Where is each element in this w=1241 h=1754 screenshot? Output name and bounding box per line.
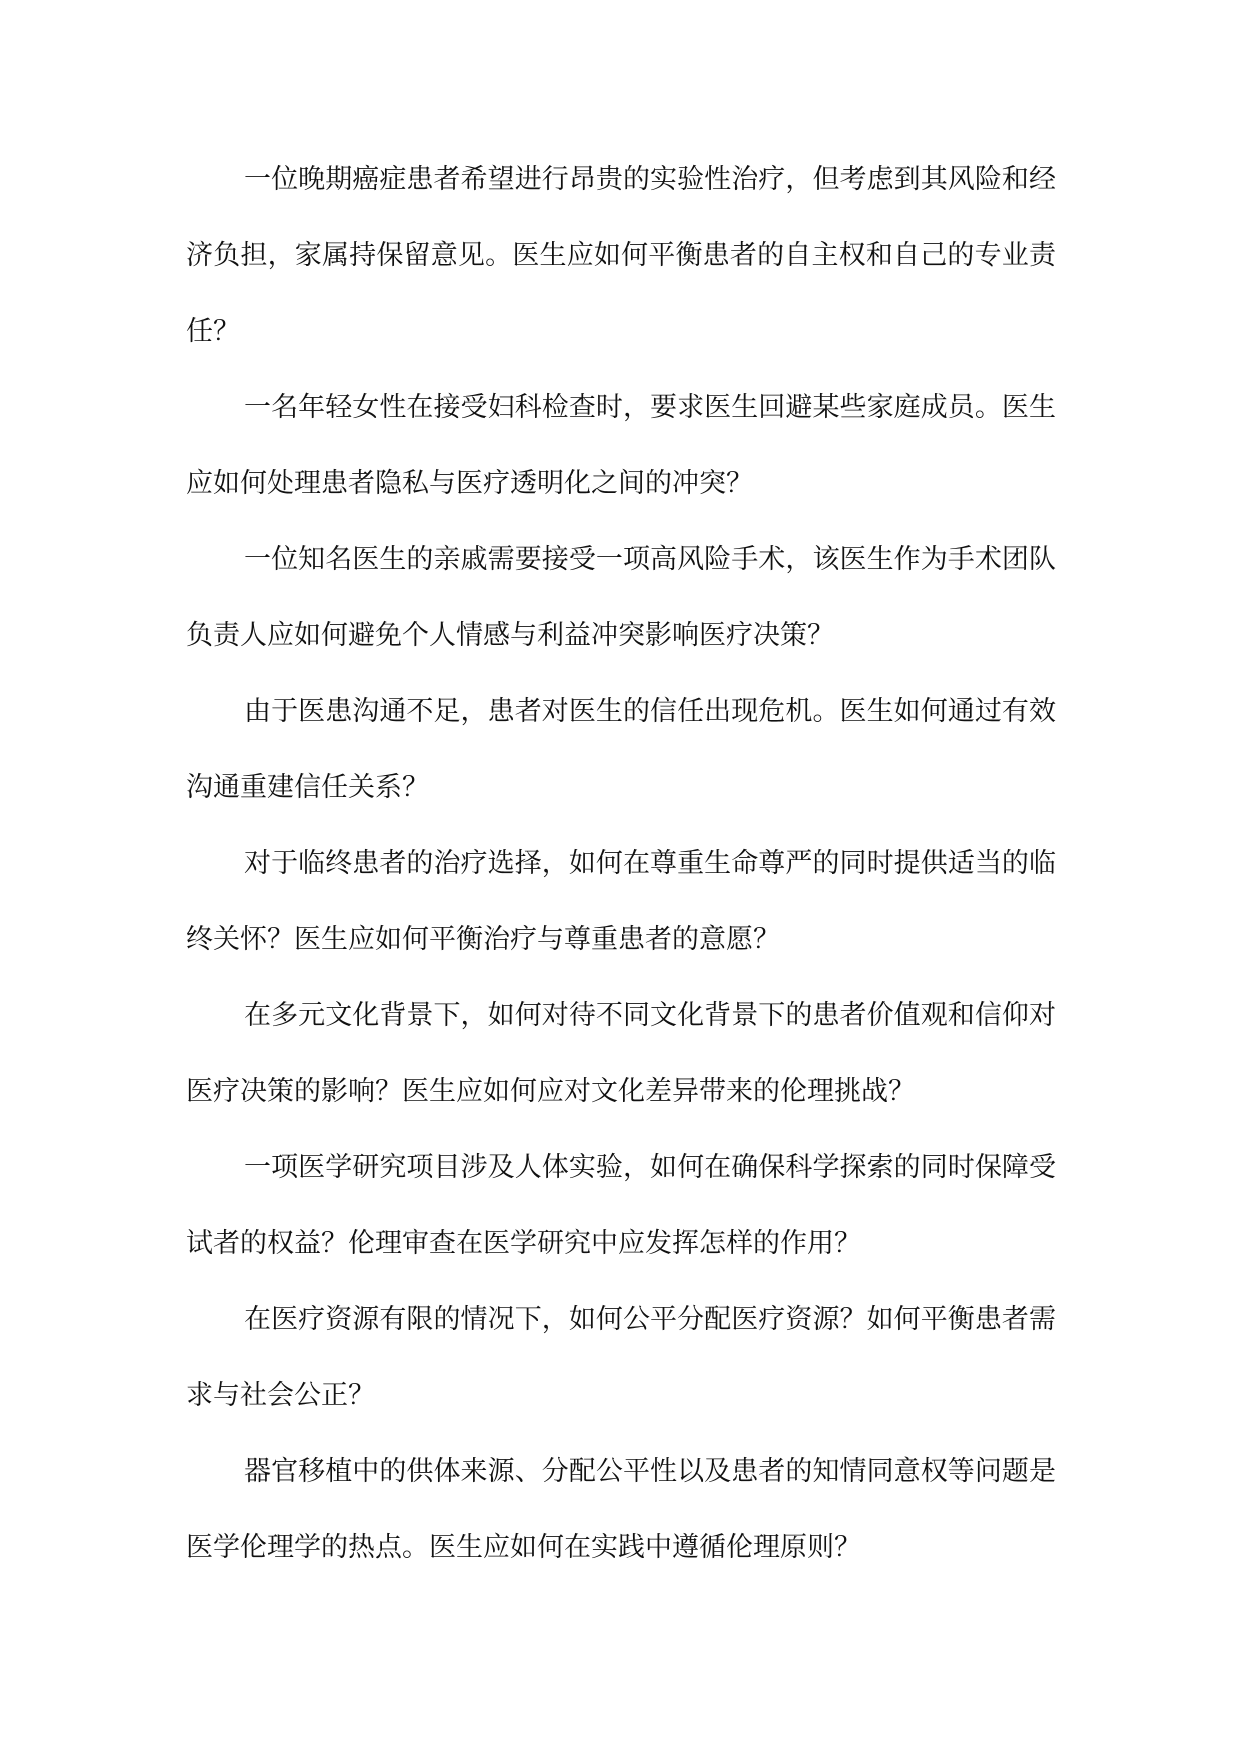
paragraph-5: 对于临终患者的治疗选择，如何在尊重生命尊严的同时提供适当的临终关怀？医生应如何平衡治疗与尊重患者的意愿？ [186,848,1056,955]
paragraph-2: 一名年轻女性在接受妇科检查时，要求医生回避某些家庭成员。医生应如何处理患者隐私与医疗透明化之间的冲突？ [186,392,1056,499]
paragraph-7: 一项医学研究项目涉及人体实验，如何在确保科学探索的同时保障受试者的权益？伦理审查在医学研究中应发挥怎样的作用？ [186,1152,1056,1259]
paragraph-9: 器官移植中的供体来源、分配公平性以及患者的知情同意权等问题是医学伦理学的热点。医生应如何在实践中遵循伦理原则？ [186,1456,1056,1563]
paragraph-8: 在医疗资源有限的情况下，如何公平分配医疗资源？如何平衡患者需求与社会公正？ [186,1304,1056,1411]
paragraph-3: 一位知名医生的亲戚需要接受一项高风险手术，该医生作为手术团队负责人应如何避免个人情感与利益冲突影响医疗决策？ [186,544,1056,651]
document-body [186,142,1056,1586]
paragraph-4: 由于医患沟通不足，患者对医生的信任出现危机。医生如何通过有效沟通重建信任关系？ [186,696,1056,803]
paragraph-6: 在多元文化背景下，如何对待不同文化背景下的患者价值观和信仰对医疗决策的影响？医生应如何应对文化差异带来的伦理挑战？ [186,1000,1056,1107]
paragraph-1: 一位晚期癌症患者希望进行昂贵的实验性治疗，但考虑到其风险和经济负担，家属持保留意见。医生应如何平衡患者的自主权和自己的专业责任？ [186,164,1056,347]
